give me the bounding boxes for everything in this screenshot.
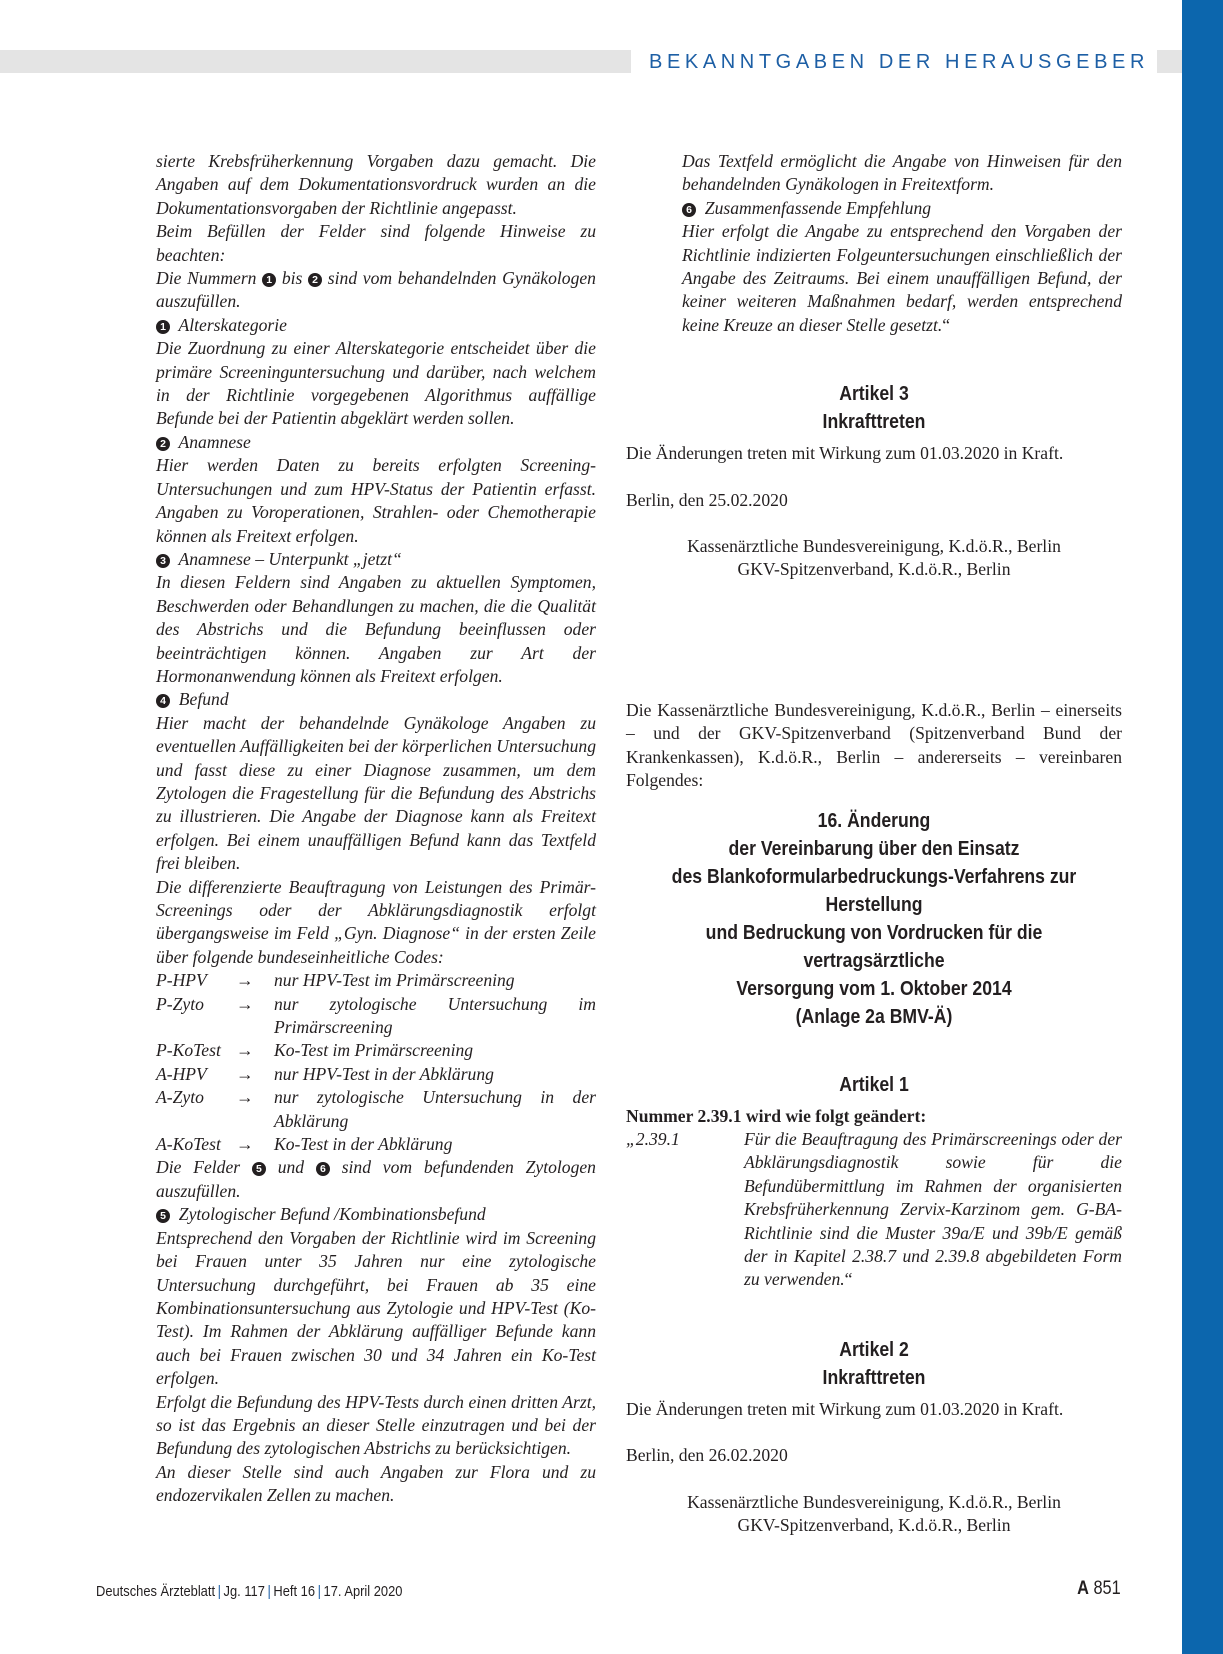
code-row: A-Zyto → nur zytologische Untersuchung in der Abklärung <box>156 1087 596 1131</box>
left-paragraph-2: Beim Befüllen der Felder sind folgende Hinweise zu beachten: <box>156 221 596 265</box>
item-heading-3: 3 Anamnese – Unterpunkt „jetzt“ <box>156 548 596 571</box>
left-paragraph-5: Die Felder 5 und 6 sind vom befundenden Zytologen auszufüllen. <box>156 1157 596 1201</box>
number-marker-6: 6 <box>316 1162 330 1176</box>
item-text-1: Die Zuordnung zu einer Alterskategorie entscheidet über die primäre Screeninguntersuchung und darüber, nach welchem in der Richtlinie vorgegebenen Algorithmus auffällige Befunde bei der Patientin abgeklärt werden sollen. <box>156 338 596 429</box>
article-1-title: Artikel 1 <box>839 1072 909 1096</box>
item-text-5b: Erfolgt die Befundung des HPV-Tests durch einen dritten Arzt, so ist das Ergebnis an dieser Stelle einzutragen und bei der Befundung des zytologischen Abstrichs zu berücksichtigen. <box>156 1391 596 1459</box>
item-heading-5: 5 Zytologischer Befund /Kombinationsbefund <box>156 1203 596 1226</box>
left-column <box>156 150 596 1508</box>
item-text-5: Entsprechend den Vorgaben der Richtlinie wird im Screening bei Frauen unter 35 Jahren nur eine zytologische Untersuchung durchgeführt, bei Frauen ab 35 eine Kombinationsuntersuchung aus Zytologie und HPV-Test (Ko-Test). Im Rahmen der Abklärung auffälliger Befunde kann auch bei Frauen zwischen 30 und 34 Jahren ein Ko-Test erfolgen. <box>156 1227 596 1389</box>
item-text-6: Hier erfolgt die Angabe zu entsprechend den Vorgaben der Richtlinie indizierten Folgeuntersuchungen einschließlich der Angabe des Zeitraums. Bei einem unauffälligen Befund, der keiner weiteren Maßnahmen bedarf, werden entsprechend keine Kreuze an dieser Stelle gesetzt.“ <box>682 221 1122 335</box>
date-1: Berlin, den 25.02.2020 <box>626 489 788 510</box>
left-paragraph-3: Die Nummern 1 bis 2 sind vom behandelnden Gynäkologen auszufüllen. <box>156 268 596 312</box>
agreement-intro: Die Kassenärztliche Bundesvereinigung, K.d.ö.R., Berlin – einerseits – und der GKV-Spitzenverband (Spitzenverband Bund der Krankenkassen), K.d.ö.R., Berlin – andererseits – vereinbaren Folgendes: <box>626 699 1122 791</box>
article-2-text: Die Änderungen treten mit Wirkung zum 01.03.2020 in Kraft. <box>626 1398 1064 1419</box>
number-marker-2: 2 <box>308 273 322 287</box>
date-2: Berlin, den 26.02.2020 <box>626 1445 788 1466</box>
item-heading-1: 1 Alterskategorie <box>156 314 596 337</box>
article-3-subtitle: Inkrafttreten <box>822 410 926 434</box>
article-2-subtitle: Inkrafttreten <box>822 1365 926 1389</box>
item-text-3: In diesen Feldern sind Angaben zu aktuellen Symptomen, Beschwerden oder Behandlungen zu machen, die die Qualität des Abstrichs und die Befundung beeinflussen oder beeinträchtigen können. Angaben zur Art der Hormonanwendung können als Freitext erfolgen. <box>156 572 596 686</box>
item-heading-6: 6 Zusammenfassende Empfehlung <box>682 197 1122 220</box>
journal-date: 17. April 2020 <box>323 1583 403 1600</box>
article-3-text: Die Änderungen treten mit Wirkung zum 01.03.2020 in Kraft. <box>626 443 1064 464</box>
section-header: BEKANNTGABEN DER HERAUSGEBER <box>631 48 1157 76</box>
code-row: A-KoTest → Ko-Test in der Abklärung <box>156 1134 453 1155</box>
code-list <box>156 969 596 1156</box>
item-text-4: Hier macht der behandelnde Gynäkologe Angaben zu eventuellen Auffälligkeiten bei der körperlichen Untersuchung und fasst diese zu einer Diagnose zusammen, um dem Zytologen die Fragestellung für die Befundung des Abstrichs zu illustrieren. Die Angabe der Diagnose kann als Freitext erfolgen. Bei einem unauffälligen Befund kann das Textfeld frei bleiben. <box>156 712 596 874</box>
journal-volume: Jg. 117 <box>223 1583 265 1600</box>
journal-issue: Heft 16 <box>273 1583 316 1600</box>
signature-1a: Kassenärztliche Bundesvereinigung, K.d.ö.R., Berlin <box>687 536 1061 557</box>
code-row: A-HPV → nur HPV-Test in der Abklärung <box>156 1063 494 1084</box>
item-text-5c: An dieser Stelle sind auch Angaben zur Flora und zu endozervikalen Zellen zu machen. <box>156 1461 596 1506</box>
item-text-2: Hier werden Daten zu bereits erfolgten Screening-Untersuchungen und zum HPV-Status der Patientin erfasst. Angaben zu Voroperationen, Strahlen- oder Chemotherapie können als Freitext erfolgen. <box>156 455 596 546</box>
right-paragraph-1: Das Textfeld ermöglicht die Angabe von Hinweisen für den behandelnden Gynäkologen in Freitextform. <box>682 151 1122 195</box>
signature-2a: Kassenärztliche Bundesvereinigung, K.d.ö.R., Berlin <box>687 1491 1061 1512</box>
code-row: P-KoTest → Ko-Test im Primärscreening <box>156 1040 474 1061</box>
code-row: P-Zyto → nur zytologische Untersuchung im Primärscreening <box>156 993 596 1038</box>
item-text-4b: Die differenzierte Beauftragung von Leistungen des Primär-Screenings oder der Abklärungsdiagnostik erfolgt übergangsweise im Feld „Gyn. Diagnose“ in der ersten Zeile über folgende bundeseinheitliche Codes: <box>156 876 596 967</box>
left-paragraph-1: sierte Krebsfrüherkennung Vorgaben dazu gemacht. Die Angaben auf dem Dokumentationsvordruck wurden an die Dokumentationsvorgaben der Richtlinie angepasst. <box>156 151 596 218</box>
side-color-bar <box>1182 0 1223 1654</box>
signature-2b: GKV-Spitzenverband, K.d.ö.R., Berlin <box>737 1514 1011 1535</box>
footer-citation: Deutsches Ärzteblatt | Jg. 117 | Heft 16 | 17. April 2020 <box>96 1583 403 1600</box>
signature-1b: GKV-Spitzenverband, K.d.ö.R., Berlin <box>737 559 1011 580</box>
change-heading: Nummer 2.39.1 wird wie folgt geändert: <box>626 1105 927 1126</box>
document-title: 16. Änderung der Vereinbarung über den Einsatz des Blankoformularbedruckungs-Verfahrens zur Herstellung und Bedruckung von Vordrucken für die vertragsärztliche Versorgung vom 1. Oktober 2014 (Anlage 2a BMV-Ä) <box>671 808 1077 1028</box>
page-number: A 851 <box>1077 1578 1121 1599</box>
number-marker-1: 1 <box>262 273 276 287</box>
article-3-title: Artikel 3 <box>839 382 909 406</box>
change-paragraph: „2.39.1 Für die Beauftragung des Primärscreenings oder der Abklärungsdiagnostik sowie für die Befundübermittlung im Rahmen der organisierten Krebsfrüherkennung Zervix-Karzinom gem. G-BA-Richtlinie sind die Muster 39a/E und 39b/E gemäß der in Kapitel 2.38.7 und 2.39.8 abgebildeten Form zu verwenden.“ <box>626 1128 1122 1290</box>
journal-name: Deutsches Ärzteblatt <box>96 1583 216 1600</box>
right-column <box>626 150 1122 1537</box>
number-marker-5: 5 <box>252 1162 266 1176</box>
article-2-title: Artikel 2 <box>839 1337 909 1361</box>
item-heading-4: 4 Befund <box>156 688 596 711</box>
code-row: P-HPV → nur HPV-Test im Primärscreening <box>156 970 515 991</box>
item-heading-2: 2 Anamnese <box>156 431 596 454</box>
